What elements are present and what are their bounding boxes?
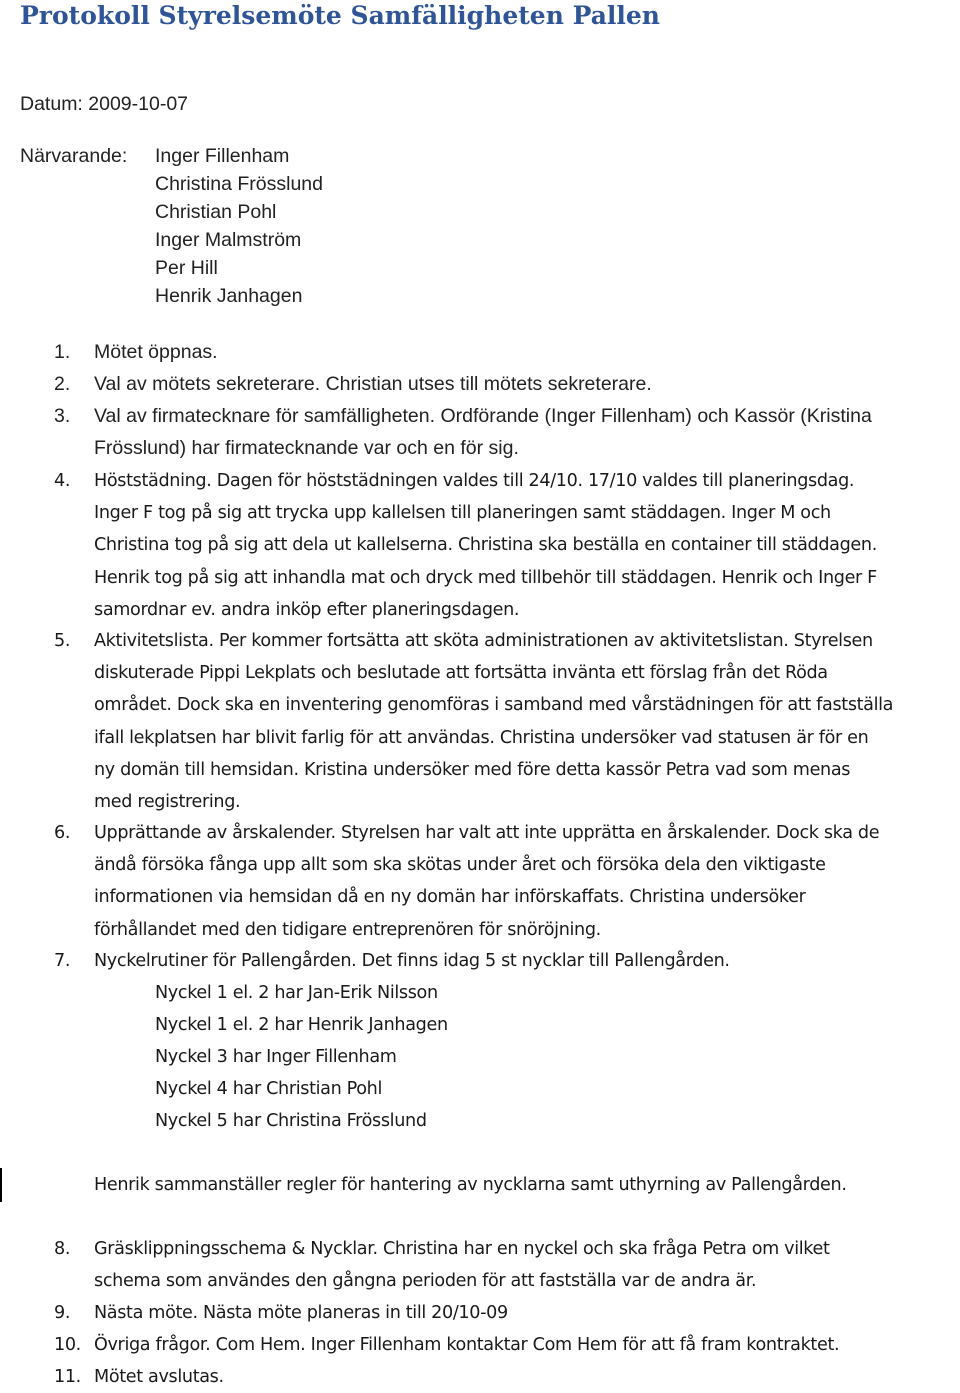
agenda-item-line: med registrering. bbox=[94, 791, 241, 812]
agenda-item-number: 7. bbox=[54, 951, 71, 971]
attendee-name: Inger Fillenham bbox=[155, 145, 290, 167]
attendee-name: Christina Frösslund bbox=[155, 173, 323, 195]
agenda-item-line: ny domän till hemsidan. Kristina undersöker med före detta kassör Petra vad som menas bbox=[94, 759, 851, 780]
agenda-item-line: ifall lekplatsen har blivit farlig för att användas. Christina undersöker vad statusen är för en bbox=[94, 727, 869, 748]
agenda-item-text bbox=[94, 1329, 839, 1361]
key-holder-item: Nyckel 1 el. 2 har Henrik Janhagen bbox=[155, 1015, 448, 1035]
key-holder-item: Nyckel 3 har Inger Fillenham bbox=[155, 1047, 397, 1067]
meeting-date: Datum: 2009-10-07 bbox=[20, 93, 189, 115]
agenda-item-line: schema som användes den gångna perioden för att fastställa var de andra är. bbox=[94, 1271, 757, 1292]
agenda-item-line: Henrik tog på sig att inhandla mat och dryck med tillbehör till städdagen. Henrik och Inger F bbox=[94, 567, 877, 588]
key-holder-list bbox=[155, 977, 448, 1137]
agenda-item-line: Nyckelrutiner för Pallengården. Det finns idag 5 st nycklar till Pallengården. bbox=[94, 951, 730, 971]
agenda-item-number: 4. bbox=[54, 471, 71, 491]
agenda-item-line: diskuterade Pippi Lekplats och beslutade att fortsätta invänta ett förslag från det Röda bbox=[94, 663, 828, 684]
agenda-item-number: 11. bbox=[54, 1367, 81, 1387]
agenda-item-text bbox=[94, 465, 877, 626]
agenda-item-number: 10. bbox=[54, 1335, 81, 1355]
agenda-item-text bbox=[94, 1233, 830, 1297]
agenda-item-text bbox=[94, 817, 879, 946]
agenda-item-text bbox=[94, 336, 218, 368]
agenda-item-text bbox=[94, 1297, 508, 1329]
agenda-item-line: Upprättande av årskalender. Styrelsen har valt att inte upprätta en årskalender. Dock ska de bbox=[94, 823, 880, 843]
agenda-item-text bbox=[94, 1361, 224, 1393]
agenda-item-text bbox=[94, 368, 652, 400]
key-holder-item: Nyckel 1 el. 2 har Jan-Erik Nilsson bbox=[155, 983, 438, 1003]
attendee-name: Henrik Janhagen bbox=[155, 285, 303, 307]
agenda-item-line: Christina tog på sig att dela ut kallelserna. Christina ska beställa en container till städdagen. bbox=[94, 535, 877, 556]
agenda-item-line: Gräsklippningsschema & Nycklar. Christina har en nyckel och ska fråga Petra om vilket bbox=[94, 1239, 830, 1259]
attendee-name: Christian Pohl bbox=[155, 201, 277, 223]
agenda-item-number: 6. bbox=[54, 823, 71, 843]
agenda-item-line: Aktivitetslista. Per kommer fortsätta att sköta administrationen av aktivitetslistan. Styrelsen bbox=[94, 631, 873, 651]
agenda-item-line: informationen via hemsidan då en ny domän har införskaffats. Christina undersöker bbox=[94, 887, 806, 908]
agenda-item-line: ändå försöka fånga upp allt som ska skötas under året och försöka dela den viktigaste bbox=[94, 855, 826, 876]
agenda-item-number: 9. bbox=[54, 1303, 71, 1323]
agenda-item-text bbox=[94, 625, 893, 818]
document-title: Protokoll Styrelsemöte Samfälligheten Pallen bbox=[20, 1, 660, 30]
agenda-item-line: Övriga frågor. Com Hem. Inger Fillenham kontaktar Com Hem för att få fram kontraktet. bbox=[94, 1335, 840, 1355]
agenda-item-number: 5. bbox=[54, 631, 71, 651]
agenda-item-text bbox=[94, 945, 730, 977]
agenda-item-line: Mötet avslutas. bbox=[94, 1367, 224, 1387]
agenda-item-line: området. Dock ska en inventering genomföras i samband med vårstädningen för att fastställa bbox=[94, 695, 894, 716]
agenda-item-line: samordnar ev. andra inköp efter planeringsdagen. bbox=[94, 599, 520, 620]
agenda-item-line: Inger F tog på sig att trycka upp kallelsen till planeringen samt städdagen. Inger M och bbox=[94, 503, 831, 524]
agenda-item-text bbox=[94, 400, 872, 464]
agenda-item-number: 8. bbox=[54, 1239, 71, 1259]
agenda-item-line: Frösslund) har firmatecknande var och en för sig. bbox=[94, 437, 519, 460]
agenda-item-number: 3. bbox=[54, 405, 71, 427]
attendee-name: Per Hill bbox=[155, 257, 218, 279]
key-holder-item: Nyckel 4 har Christian Pohl bbox=[155, 1079, 383, 1099]
agenda-item-line: Mötet öppnas. bbox=[94, 341, 218, 363]
attendees-label: Närvarande: bbox=[20, 145, 128, 167]
agenda-item-line: Val av mötets sekreterare. Christian utses till mötets sekreterare. bbox=[94, 373, 652, 395]
agenda-item-line: Val av firmatecknare för samfälligheten. Ordförande (Inger Fillenham) och Kassör (Kristina bbox=[94, 405, 872, 427]
agenda-item-line: Höststädning. Dagen för höststädningen valdes till 24/10. 17/10 valdes till planeringsdag. bbox=[94, 471, 855, 491]
agenda-item-line: Nästa möte. Nästa möte planeras in till 20/10-09 bbox=[94, 1303, 508, 1323]
agenda-item-number: 1. bbox=[54, 341, 71, 363]
revision-change-bar bbox=[0, 1168, 2, 1202]
key-note-text: Henrik sammanställer regler för hantering av nycklarna samt uthyrning av Pallengården. bbox=[94, 1175, 847, 1195]
agenda-item-number: 2. bbox=[54, 373, 71, 395]
agenda-item-line: förhållandet med den tidigare entreprenören för snöröjning. bbox=[94, 919, 601, 940]
attendee-name: Inger Malmström bbox=[155, 229, 302, 251]
attendee-list bbox=[155, 142, 323, 310]
key-holder-item: Nyckel 5 har Christina Frösslund bbox=[155, 1111, 427, 1131]
